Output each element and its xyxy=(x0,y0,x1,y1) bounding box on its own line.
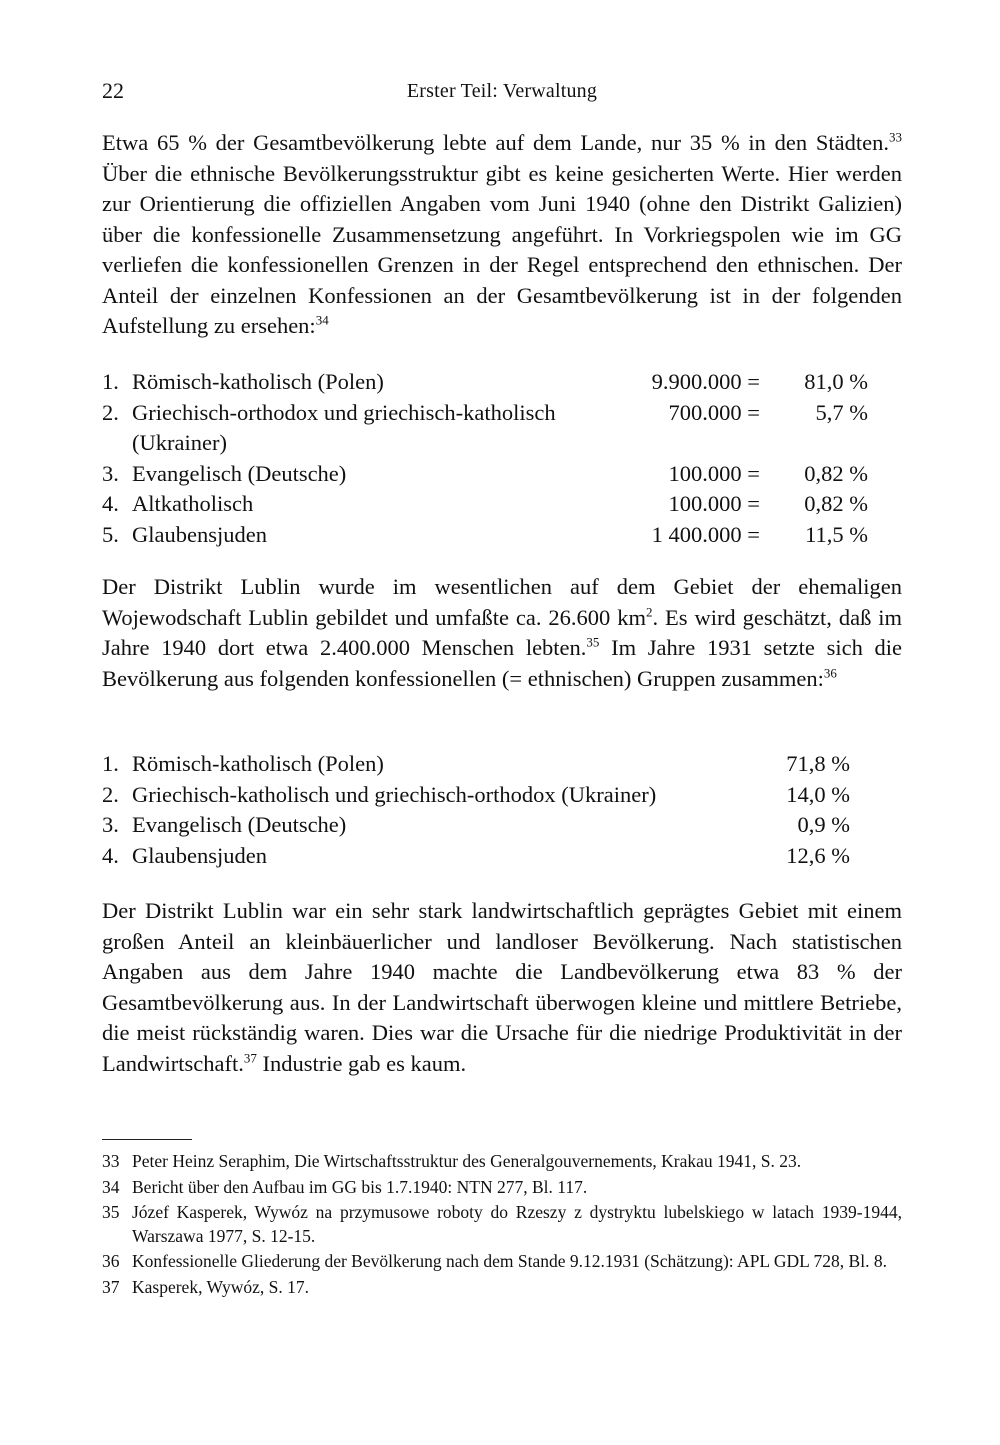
footnote xyxy=(102,1150,902,1174)
footnote xyxy=(102,1201,902,1248)
footnotes xyxy=(102,1150,902,1301)
list-item xyxy=(102,780,902,811)
footnote-number: 33 xyxy=(102,1151,120,1171)
footnote-number: 34 xyxy=(102,1176,120,1197)
list-item-label: Evangelisch (Deutsche) xyxy=(132,812,347,837)
footnote-text: Kasperek, Wywóz, S. 17. xyxy=(132,1276,309,1297)
paragraph-1-text-b: Über die ethnische Bevölkerungsstruktur gibt es keine gesicherten Werte. Hier werden zur Orientierung die offiziellen Angaben vom Juni 1940 (ohne den Distrikt Galizien) über die konfessionelle Zusammensetzung angeführt. In Vorkriegspolen wie im GG verliefen die konfessionellen Grenzen in der Regel entsprechend den ethnischen. Der Anteil der einzelnen Konfessionen an der Gesamtbevölkerung ist in der folgenden Aufstellung zu ersehen: xyxy=(102,160,902,338)
list-item-count: 100.000 = xyxy=(668,460,760,486)
list-item-percent: 12,6 % xyxy=(786,842,850,868)
superscript-squared: 2 xyxy=(645,604,653,619)
list-item-percent: 14,0 % xyxy=(786,781,850,807)
list-item-percent: 81,0 % xyxy=(804,369,868,394)
list-item xyxy=(102,841,902,872)
page-number: 22 xyxy=(102,78,124,103)
list-item-label: Altkatholisch xyxy=(132,491,254,516)
list-item-label: Römisch-katholisch (Polen) xyxy=(132,751,384,776)
paragraph-1-text-a: Etwa 65 % der Gesamtbevölkerung lebte auf dem Lande, nur 35 % in den Städten. xyxy=(102,130,889,155)
list-item xyxy=(102,459,902,490)
list-item-number: 3. xyxy=(102,812,119,837)
list-item-percent: 71,8 % xyxy=(786,751,850,776)
list-item-number: 4. xyxy=(102,491,119,516)
list-item-label: Römisch-katholisch (Polen) xyxy=(132,369,384,394)
list-item-number: 5. xyxy=(102,521,119,547)
footnote-ref-33: 33 xyxy=(889,129,902,145)
footnote-text: Peter Heinz Seraphim, Die Wirtschaftsstruktur des Generalgouvernements, Krakau 1941, S. 23. xyxy=(132,1151,802,1171)
paragraph-3-text-b: Industrie gab es kaum. xyxy=(256,1050,467,1076)
paragraph-2-text-c: Im Jahre 1931 setzte sich die Bevölkerung aus folgenden konfessionellen (= ethnischen) Gruppen zusammen: xyxy=(102,635,902,691)
list-item-number: 2. xyxy=(102,399,119,425)
paragraph-3 xyxy=(102,896,902,1079)
footnote-number: 37 xyxy=(102,1276,120,1297)
list-item-number: 1. xyxy=(102,751,119,776)
list-item-count: 700.000 = xyxy=(668,399,760,425)
list-item-number: 4. xyxy=(102,842,119,868)
paragraph-3-text-a: Der Distrikt Lublin war ein sehr stark landwirtschaftlich geprägtes Gebiet mit einem großen Anteil an kleinbäuerlicher und landloser Bevölkerung. Nach statistischen Angaben aus dem Jahre 1940 machte die Landbevölkerung etwa 83 % der Gesamtbevölkerung aus. In der Landwirtschaft überwogen kleine und mittlere Betriebe, die meist rückständig waren. Dies war die Ursache für die niedrige Produktivität in der Landwirtschaft. xyxy=(102,898,902,1076)
footnote-ref-36: 36 xyxy=(823,665,837,680)
list-item-label: (Ukrainer) xyxy=(132,430,227,455)
running-head: Erster Teil: Verwaltung xyxy=(406,80,598,102)
confession-list-gg xyxy=(102,367,902,550)
list-item xyxy=(102,520,902,551)
list-item xyxy=(102,749,902,780)
list-item xyxy=(102,810,902,841)
list-item-count: 1 400.000 = xyxy=(651,521,760,547)
list-item-continuation xyxy=(102,428,902,459)
list-item xyxy=(102,398,902,429)
list-item xyxy=(102,367,902,398)
footnote xyxy=(102,1176,902,1200)
paragraph-2-text-a: Der Distrikt Lublin wurde im wesentlichen auf dem Gebiet der ehemaligen Wojewodschaft Lublin gebildet und umfaßte ca. 26.600 km xyxy=(102,574,902,630)
footnote-number: 36 xyxy=(102,1251,120,1271)
list-item xyxy=(102,489,902,520)
list-item-label: Glaubensjuden xyxy=(132,521,267,547)
list-item-label: Glaubensjuden xyxy=(132,842,267,868)
paragraph-2 xyxy=(102,572,902,694)
list-item-count: 100.000 = xyxy=(668,491,760,516)
list-item-count: 9.900.000 = xyxy=(651,369,760,394)
list-item-label: Griechisch-katholisch und griechisch-orthodox (Ukrainer) xyxy=(132,781,657,807)
footnote-number: 35 xyxy=(102,1202,120,1222)
footnote-text: Józef Kasperek, Wywóz na przymusowe roboty do Rzeszy z dystryktu lubelskiego w latach 1939-1944, Warszawa 1977, S. 12-15. xyxy=(132,1202,902,1246)
list-item-number: 2. xyxy=(102,781,119,807)
list-item-number: 3. xyxy=(102,460,119,486)
page-header xyxy=(102,78,902,108)
list-item-percent: 5,7 % xyxy=(815,399,868,425)
footnote xyxy=(102,1276,902,1300)
list-item-percent: 0,82 % xyxy=(804,460,868,486)
list-item-percent: 11,5 % xyxy=(805,521,868,547)
footnote-text: Konfessionelle Gliederung der Bevölkerung nach dem Stande 9.12.1931 (Schätzung): APL GDL 728, Bl. 8. xyxy=(132,1251,887,1271)
list-item-number: 1. xyxy=(102,369,119,394)
footnote-text: Bericht über den Aufbau im GG bis 1.7.1940: NTN 277, Bl. 117. xyxy=(132,1176,588,1197)
list-item-label: Evangelisch (Deutsche) xyxy=(132,460,347,486)
footnote xyxy=(102,1250,902,1274)
confession-list-lublin xyxy=(102,749,902,871)
paragraph-2-text-b: . Es wird geschätzt, daß im Jahre 1940 dort etwa 2.400.000 Menschen lebten. xyxy=(102,604,903,660)
footnote-ref-37: 37 xyxy=(243,1050,257,1065)
footnote-ref-35: 35 xyxy=(586,634,600,650)
list-item-percent: 0,9 % xyxy=(797,812,850,837)
list-item-percent: 0,82 % xyxy=(804,491,868,516)
footnote-ref-34: 34 xyxy=(315,312,329,328)
paragraph-1 xyxy=(102,128,902,342)
footnote-separator xyxy=(102,1139,192,1140)
list-item-label: Griechisch-orthodox und griechisch-katholisch xyxy=(132,399,556,425)
